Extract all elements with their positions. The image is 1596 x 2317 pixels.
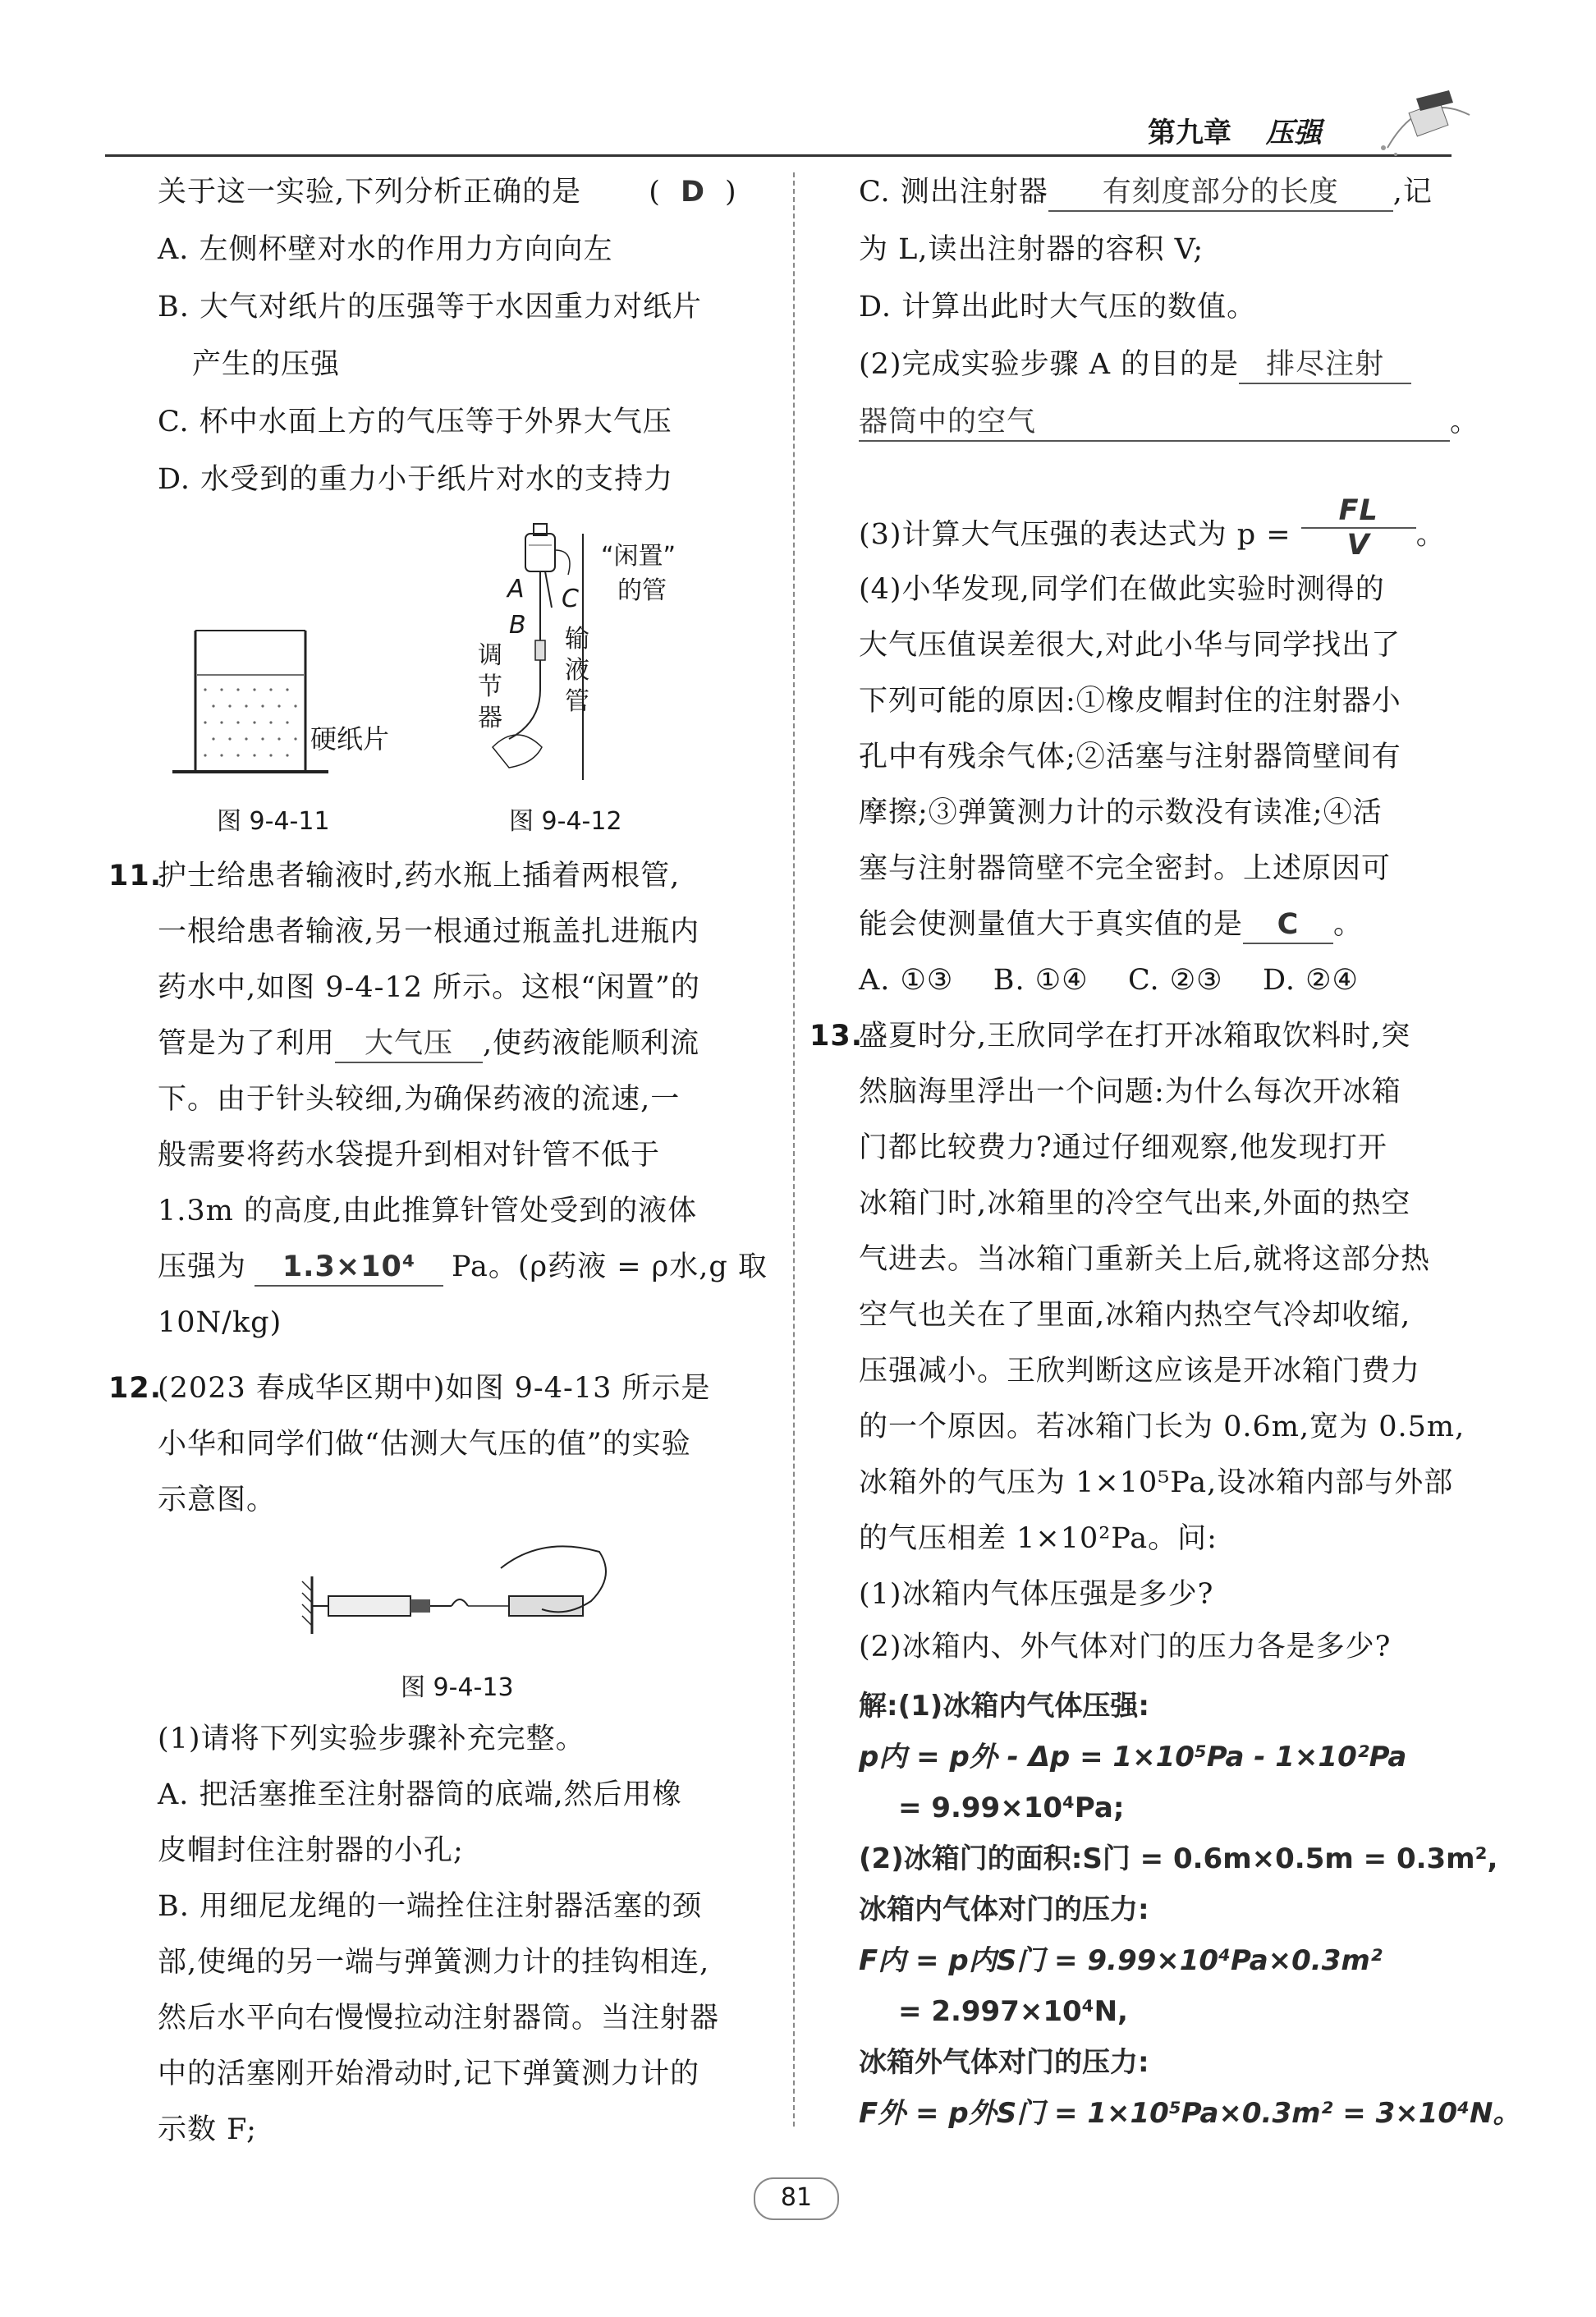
- q12-part-4-7: 能会使测量值大于真实值的是 C 。: [859, 906, 1363, 944]
- solution-line-6: F内 = p内S门 = 9.99×10⁴Pa×0.3m²: [859, 1944, 1383, 1977]
- q12-part-4-2: 大气压值误差很大,对此小华与同学找出了: [859, 629, 1401, 662]
- header-chapter-num: 第九章: [1148, 117, 1231, 149]
- q13-line-4: 冰箱门时,冰箱里的冷空气出来,外面的热空: [859, 1187, 1411, 1220]
- q12-part-3: (3)计算大气压强的表达式为 p = $\frac{FL}{V}$ 。: [859, 494, 1446, 562]
- q12-part-4-options: A. ①③ B. ①④ C. ②③ D. ②④: [859, 964, 1359, 997]
- q12-step-b-5: 示数 F;: [158, 2113, 257, 2146]
- solution-line-5: 冰箱内气体对门的压力:: [859, 1893, 1149, 1926]
- fraction-denominator: V: [1346, 529, 1370, 562]
- q11-blank-2: 1.3×10⁴: [255, 1249, 443, 1287]
- q11-line-8: 压强为 1.3×10⁴ Pa。(ρ药液 = ρ水,g 取: [158, 1249, 768, 1287]
- fraction-numerator: FL: [1301, 494, 1416, 529]
- q11-blank-1: 大气压: [335, 1025, 483, 1063]
- column-divider: [793, 172, 795, 2127]
- q12-part-4-3: 下列可能的原因:①橡皮帽封住的注射器小: [859, 685, 1401, 718]
- solution-line-7: = 2.997×10⁴N,: [898, 1995, 1128, 2028]
- header-decoration: [1371, 82, 1478, 164]
- fig12-regulator-label: 调节器: [478, 641, 502, 732]
- q12-step-d: D. 计算出此时大气压的数值。: [859, 291, 1257, 323]
- q13-line-8: 的一个原因。若冰箱门长为 0.6m,宽为 0.5m,: [859, 1411, 1465, 1443]
- q13-question-1: (1)冰箱内气体压强是多少?: [859, 1578, 1214, 1611]
- figure-9-4-11-caption: 图 9-4-11: [217, 807, 330, 836]
- solution-line-9: F外 = p外S门 = 1×10⁵Pa×0.3m² = 3×10⁴N。: [859, 2097, 1521, 2130]
- solution-line-3: = 9.99×10⁴Pa;: [898, 1792, 1125, 1824]
- q12-blank-c: 有刻度部分的长度: [1048, 174, 1393, 212]
- q12-part-2: (2)完成实验步骤 A 的目的是 排尽注射: [859, 346, 1411, 384]
- q10-option-c: C. 杯中水面上方的气压等于外界大气压: [158, 406, 672, 438]
- q12-line-1: (2023 春成华区期中)如图 9-4-13 所示是: [158, 1372, 711, 1405]
- q11-line-9: 10N/kg): [158, 1306, 282, 1339]
- figure-9-4-11: [164, 624, 410, 780]
- q12-part-2-cont: 器筒中的空气 。: [859, 404, 1479, 442]
- header-chapter: [1148, 110, 1322, 150]
- header-rule: [105, 154, 1452, 157]
- q11-line-7: 1.3m 的高度,由此推算针管处受到的液体: [158, 1195, 698, 1227]
- fig12-label-a: A: [507, 575, 525, 603]
- q10-stem: 关于这一实验,下列分析正确的是 ( D ): [158, 176, 737, 209]
- q13-line-5: 气进去。当冰箱门重新关上后,就将这部分热: [859, 1243, 1431, 1276]
- solution-line-8: 冰箱外气体对门的压力:: [859, 2046, 1149, 2079]
- q12-part-4-6: 塞与注射器筒壁不完全密封。上述原因可: [859, 852, 1392, 885]
- q13-line-3: 门都比较费力?通过仔细观察,他发现打开: [859, 1131, 1387, 1164]
- q13-line-7: 压强减小。王欣判断这应该是开冰箱门费力: [859, 1355, 1421, 1388]
- q11-line-3: 药水中,如图 9-4-12 所示。这根“闲置”的: [158, 971, 700, 1004]
- figure-9-4-11-label: 硬纸片: [310, 723, 390, 755]
- q12-step-c-2: 为 L,读出注射器的容积 V;: [859, 233, 1204, 266]
- page-number: 81: [780, 2183, 813, 2212]
- q12-number: 12.: [108, 1372, 163, 1405]
- q12-line-3: 示意图。: [158, 1484, 277, 1516]
- fig12-tube-label: 输液管: [565, 625, 589, 716]
- q10-option-a: A. 左侧杯壁对水的作用力方向向左: [158, 233, 613, 266]
- q12-step-b-4: 中的活塞刚开始滑动时,记下弹簧测力计的: [158, 2058, 700, 2090]
- q13-line-2: 然脑海里浮出一个问题:为什么每次开冰箱: [859, 1076, 1401, 1108]
- q11-line-4: 管是为了利用 大气压 ,使药液能顺利流: [158, 1025, 699, 1063]
- q13-line-10: 的气压相差 1×10²Pa。问:: [859, 1522, 1218, 1555]
- q12-part-4-1: (4)小华发现,同学们在做此实验时测得的: [859, 573, 1385, 606]
- figure-9-4-13: [296, 1535, 624, 1642]
- fig12-label-c: C: [562, 585, 579, 613]
- q12-part-4-4: 孔中有残余气体;②活塞与注射器筒壁间有: [859, 741, 1401, 773]
- solution-line-2: p内 = p外 - Δp = 1×10⁵Pa - 1×10²Pa: [859, 1741, 1407, 1773]
- q11-line-6: 般需要将药水袋提升到相对针管不低于: [158, 1139, 661, 1172]
- q13-line-9: 冰箱外的气压为 1×10⁵Pa,设冰箱内部与外部: [859, 1466, 1454, 1499]
- q12-step-b-1: B. 用细尼龙绳的一端拴住注射器活塞的颈: [158, 1890, 702, 1923]
- fig12-label-b: B: [509, 611, 526, 640]
- q12-step-intro: (1)请将下列实验步骤补充完整。: [158, 1723, 585, 1755]
- q12-blank-2a: 排尽注射: [1239, 346, 1411, 384]
- q11-number: 11.: [108, 860, 163, 892]
- q10-option-b-cont: 产生的压强: [192, 348, 341, 381]
- q12-step-b-3: 然后水平向右慢慢拉动注射器筒。当注射器: [158, 2002, 720, 2035]
- solution-line-4: (2)冰箱门的面积:S门 = 0.6m×0.5m = 0.3m²,: [859, 1842, 1498, 1875]
- figure-9-4-13-caption: 图 9-4-13: [401, 1673, 514, 1702]
- q12-step-c-1: C. 测出注射器 有刻度部分的长度 ,记: [859, 174, 1433, 212]
- q12-line-2: 小华和同学们做“估测大气压的值”的实验: [158, 1428, 691, 1461]
- q12-blank-2b: 器筒中的空气: [859, 404, 1450, 442]
- q12-fraction: [1301, 494, 1416, 562]
- q12-blank-4: C: [1243, 906, 1333, 944]
- q11-line-1: 护士给患者输液时,药水瓶上插着两根管,: [158, 860, 681, 892]
- q12-step-a-2: 皮帽封住注射器的小孔;: [158, 1834, 464, 1867]
- q12-step-b-2: 部,使绳的另一端与弹簧测力计的挂钩相连,: [158, 1946, 710, 1979]
- figure-9-4-12-caption: 图 9-4-12: [509, 807, 622, 836]
- q11-line-5: 下。由于针头较细,为确保药液的流速,一: [158, 1083, 681, 1116]
- q10-option-d: D. 水受到的重力小于纸片对水的支持力: [158, 463, 674, 496]
- fig12-idle-label: “闲置”: [601, 542, 676, 571]
- q12-part-4-5: 摩擦;③弹簧测力计的示数没有读准;④活: [859, 796, 1383, 829]
- q13-line-6: 空气也关在了里面,冰箱内热空气冷却收缩,: [859, 1299, 1411, 1332]
- q11-line-2: 一根给患者输液,另一根通过瓶盖扎进瓶内: [158, 915, 700, 948]
- page-number-badge: [754, 2177, 839, 2220]
- q13-question-2: (2)冰箱内、外气体对门的压力各是多少?: [859, 1631, 1392, 1663]
- q12-step-a-1: A. 把活塞推至注射器筒的底端,然后用橡: [158, 1778, 682, 1811]
- q13-number: 13.: [809, 1020, 864, 1053]
- q10-option-b: B. 大气对纸片的压强等于水因重力对纸片: [158, 291, 702, 323]
- fig12-idle-label-2: 的管: [617, 576, 667, 605]
- solution-line-1: 解:(1)冰箱内气体压强:: [859, 1690, 1149, 1723]
- q13-line-1: 盛夏时分,王欣同学在打开冰箱取饮料时,突: [859, 1020, 1411, 1053]
- header-title: 压强: [1265, 117, 1322, 149]
- q10-answer: D: [680, 176, 705, 209]
